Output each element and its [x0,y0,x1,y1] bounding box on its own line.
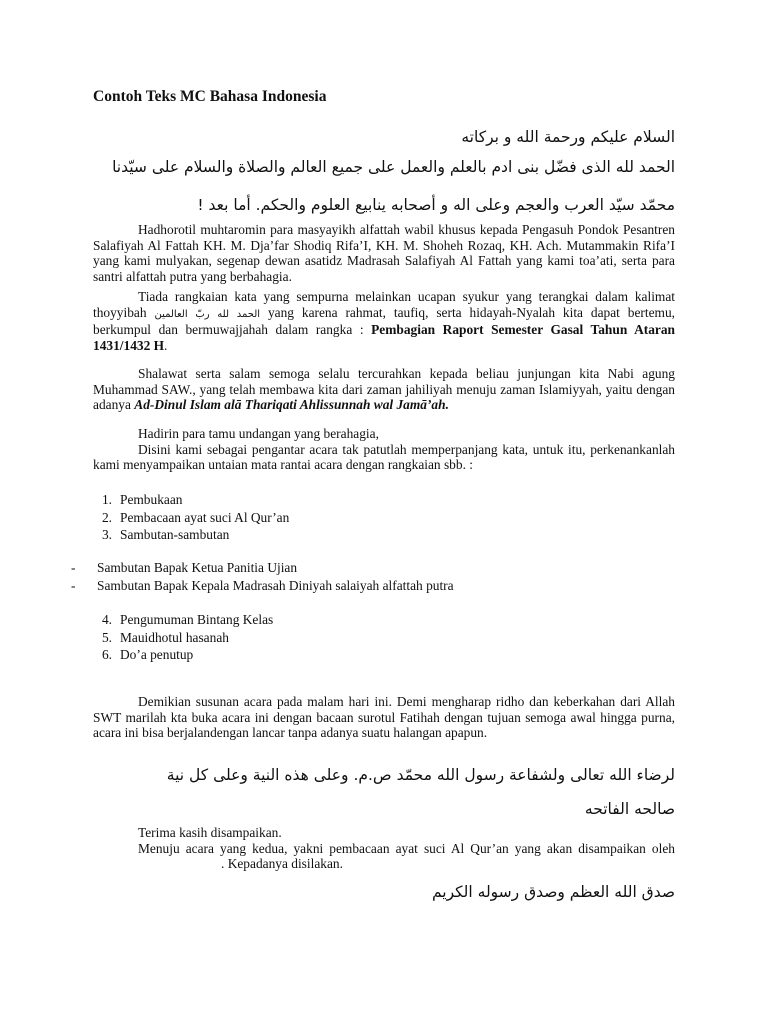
arabic-hamdalah-line2: محمّد سيّد العرب والعجم وعلى اله و أصحابه ينابيع العلوم والحكم. أما بعد ! [197,196,675,214]
hadirin-greeting: Hadirin para tamu undangan yang berahagia, [138,426,379,441]
list-item: 4. Pengumuman Bintang Kelas [101,612,274,627]
paragraph-fatihah-invite: Demikian susunan acara pada malam hari ini. Demi mengharap ridho dan keberkahan dari Allah SWT marilah kta buka acara ini dengan bacaan surotul Fatihah dengan tujuan semoga awal hingga purna, acara ini bisa berjalandengan lancar tanpa adanya suatu halangan apapun. [93,694,675,741]
list-item: 3. Sambutan-sambutan [101,527,230,542]
gratitude-arabic: الحمد لله ربّ العالمين [154,308,261,320]
list-item: - Sambutan Bapak Kepala Madrasah Diniyah salaiyah alfattah putra [71,577,454,593]
arabic-fatihah-line1: لرضاء الله تعالى ولشفاعة رسول الله محمّد ص.م. وعلى هذه النية وعلى كل نية [166,766,675,784]
list-item: 1. Pembukaan [101,492,183,507]
arabic-fatihah-line2: صالحه الفاتحه [584,800,675,818]
list-item: 2. Pembacaan ayat suci Al Qur’an [101,509,290,525]
agenda-list-part1 [75,491,657,544]
list-item: 6. Do’a penutup [101,647,194,662]
sambutan-list [71,559,671,594]
shalawat-text: Shalawat serta salam semoga selalu tercurahkan kepada beliau junjungan kita Nabi agung Muhammad SAW., yang telah membawa kita dari zaman jahiliyah menuju zaman Islamiyyah, yaitu dengan adanya [93,366,675,413]
paragraph-salutation: Hadhorotil muhtaromin para masyayikh alfattah wabil khusus kepada Pengasuh Pondok Pesantren Salafiyah Al Fattah KH. M. Dja’far Shodiq Rifa’I, KH. M. Shoheh Rozaq, KH. Ach. Mutammakin Rifa’I yang kami mulyakan, segenap dewan asatidz Madrasah Salafiyah Al Fattah yang kami toa’ati, serta para santri alfattah putra yang berbahagia. [93,222,675,284]
document-title: Contoh Teks MC Bahasa Indonesia [93,88,327,105]
arabic-hamdalah-line1: الحمد لله الذى فضّل بنى ادم بالعلم والعمل على جميع العالم والصلاة والسلام على سيّدنا [112,158,675,176]
paragraph-closing [93,825,675,872]
hadirin-intro: Disini kami sebagai pengantar acara tak patutlah memperpanjang kata, untuk itu, perkenankanlah kami menyampaikan untaian mata rantai acara dengan rangkaian sbb. : [93,441,675,473]
agenda-list-part2 [75,611,657,664]
paragraph-gratitude [93,289,675,353]
arabic-greeting: السلام عليكم ورحمة الله و بركاته [461,128,675,146]
shalawat-emphasis: Ad-Dinul Islam alā Thariqati Ahlissunnah wal Jamā’ah. [134,397,449,413]
gratitude-text-2: yang karena rahmat, taufiq, serta hidayah-Nyalah kita dapat bertemu, berkumpul dan bermuwajjahah dalam rangka : [93,304,675,338]
paragraph-shalawat [93,366,675,413]
gratitude-text-1: Tiada rangkaian kata yang sempurna melainkan ucapan syukur yang terangkai dalam kalimat thoyyibah [93,289,675,320]
gratitude-end: . [164,337,168,353]
event-name: Pembagian Raport Semester Gasal Tahun Ataran 1431/1432 H [93,322,675,353]
list-item: - Sambutan Bapak Ketua Panitia Ujian [71,560,298,575]
paragraph-hadirin [93,426,675,473]
list-item: 5. Mauidhotul hasanah [101,629,229,645]
arabic-closing: صدق الله العظم وصدق رسوله الكريم [431,883,675,901]
closing-thanks: Terima kasih disampaikan. [138,825,282,840]
closing-next-agenda: Menuju acara yang kedua, yakni pembacaan ayat suci Al Qur’an yang akan disampaikan oleh. Kepadanya disilakan. [138,840,675,872]
